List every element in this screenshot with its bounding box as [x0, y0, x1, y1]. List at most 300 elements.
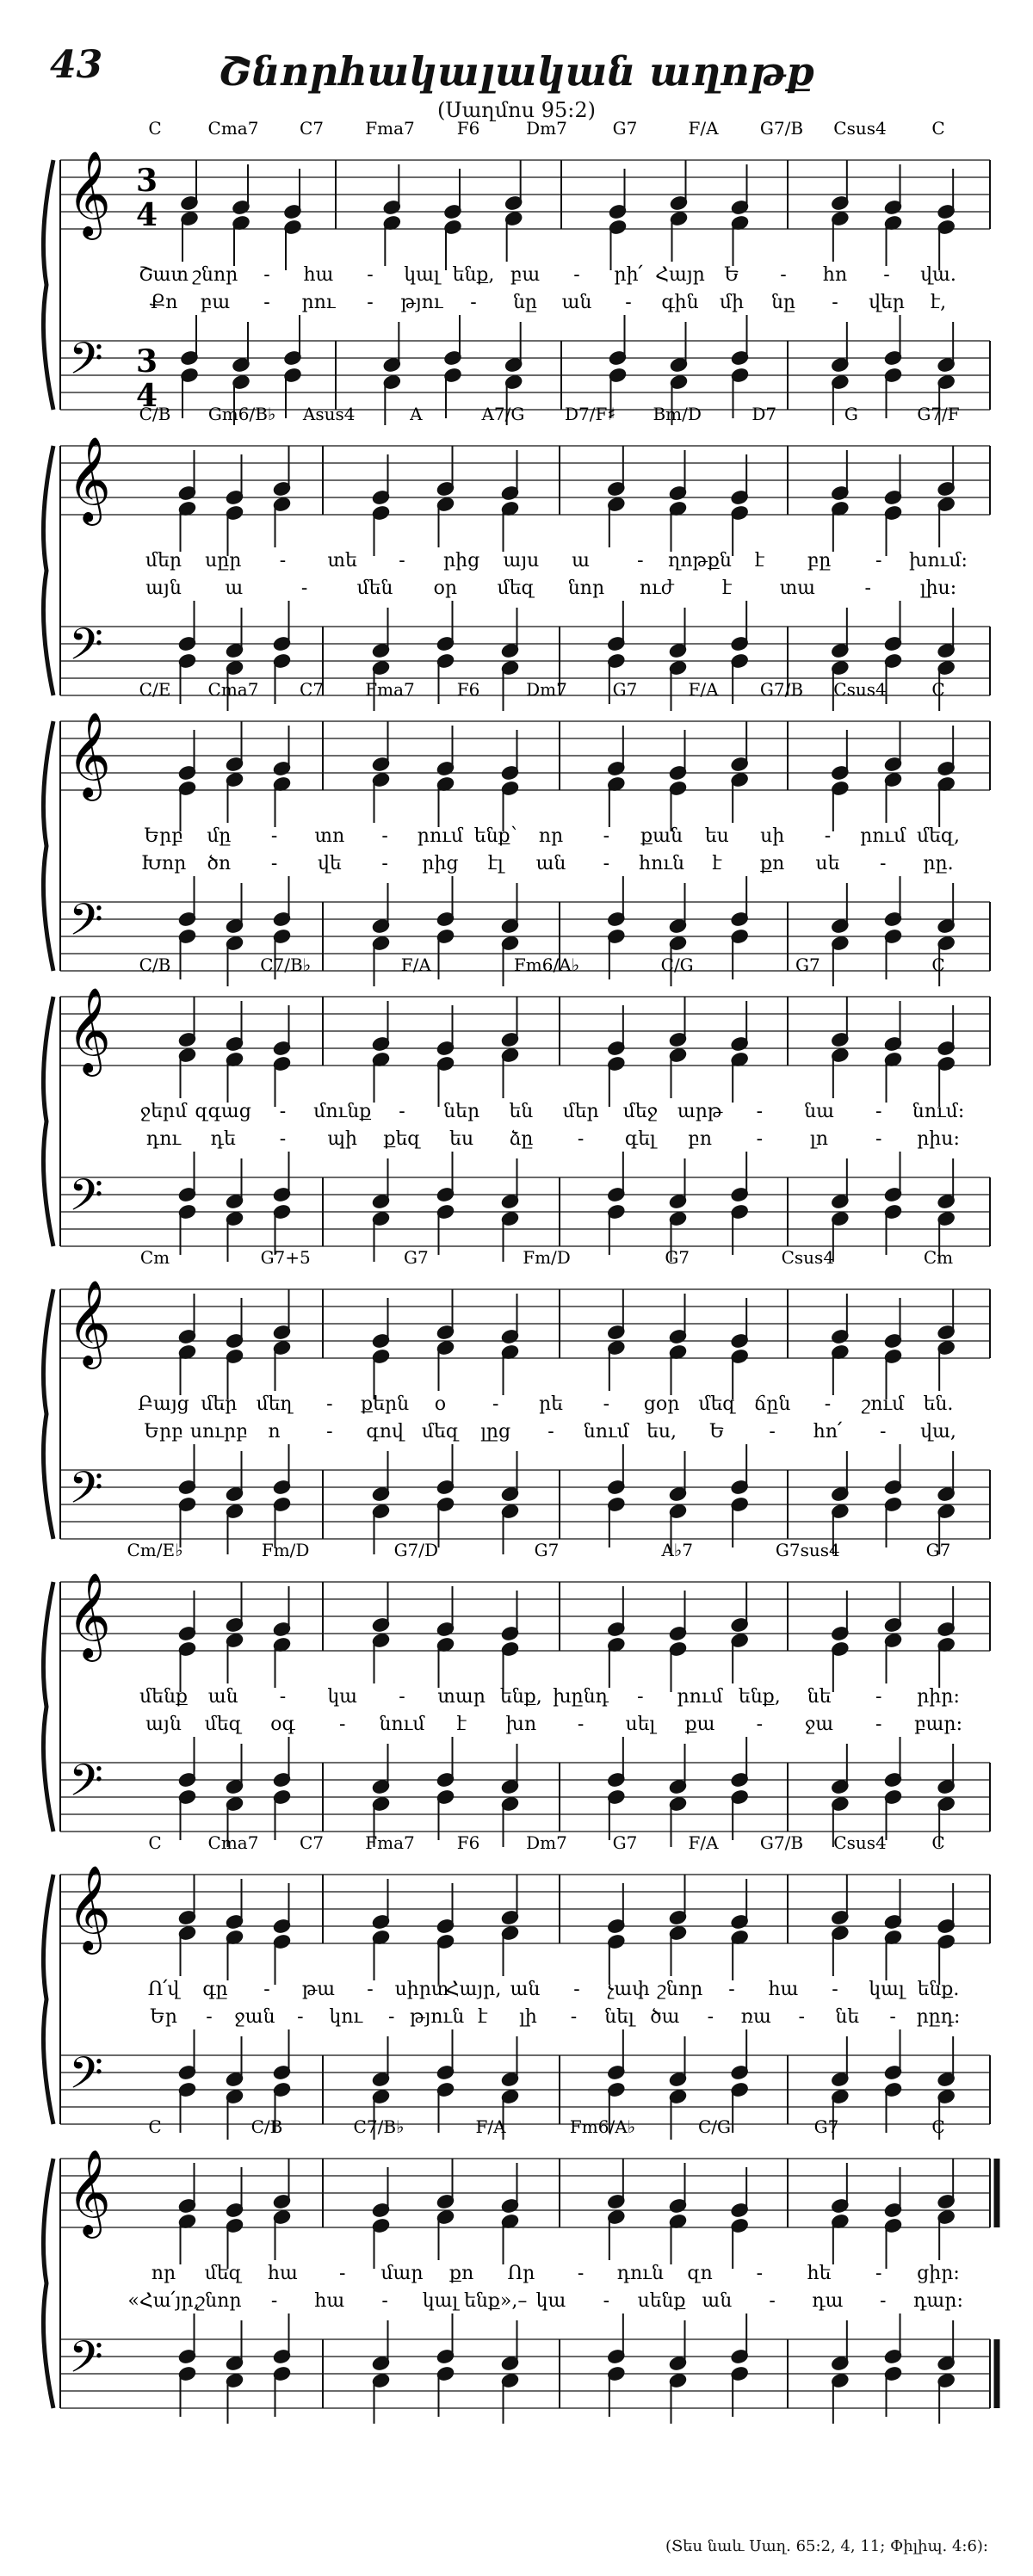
treble-clef: 𝄞: [67, 436, 111, 522]
lyric-verse-1: ենք,: [499, 1686, 542, 1708]
lyric-verse-2: դե: [210, 1128, 236, 1150]
lyric-verse-1: մեղ: [256, 1393, 293, 1415]
lyric-verse-2: -: [206, 2006, 213, 2028]
time-signature-bottom: 4: [136, 197, 158, 233]
lyric-verse-1: -: [780, 264, 787, 286]
lyric-verse-2: այն: [145, 1714, 182, 1735]
brace: [43, 1289, 53, 1539]
lyric-verse-2: -: [875, 1128, 882, 1150]
lyric-verse-1: մար: [380, 2263, 424, 2284]
lyric-verse-1: շում: [862, 1393, 905, 1415]
chord-symbol: G7: [403, 1247, 429, 1268]
chord-symbol: F/A: [475, 2116, 506, 2137]
lyric-verse-1: -: [728, 1979, 735, 2000]
lyric-verse-2: օգ: [270, 1714, 295, 1735]
chord-symbol: G7: [795, 954, 820, 975]
lyric-verse-1: գը: [202, 1979, 228, 2000]
lyric-verse-1: -: [603, 1393, 610, 1415]
lyric-verse-2: -: [832, 292, 838, 313]
chord-symbol: G7/F: [917, 404, 960, 424]
lyric-verse-2: ես: [449, 1128, 474, 1150]
lyric-verse-1: րում: [677, 1686, 723, 1708]
lyric-verse-2: նել: [604, 2006, 634, 2028]
lyric-verse-1: շնոր: [192, 264, 238, 286]
chord-symbol: Cma7: [207, 679, 259, 700]
lyric-verse-2: -: [367, 292, 374, 313]
footnote: (Տես նաև Սաղ. 65:2, 4, 11; Փիլիպ. 4:6):: [665, 2537, 988, 2555]
chord-symbol: Cm: [139, 1247, 170, 1268]
lyric-verse-1: նում:: [912, 1101, 965, 1122]
lyric-verse-1: տո: [314, 825, 345, 847]
lyric-verse-2: բար:: [913, 1714, 963, 1735]
lyric-verse-2: լո: [810, 1128, 829, 1150]
lyric-verse-1: քո: [449, 2263, 474, 2284]
lyric-verse-1: -: [875, 2263, 882, 2284]
lyric-verse-1: խընդ: [553, 1686, 609, 1708]
lyric-verse-2: րըդ:: [916, 2006, 961, 2028]
lyric-verse-2: ես,: [646, 1421, 677, 1442]
lyric-verse-2: վեր: [869, 292, 905, 313]
lyric-verse-2: վե: [318, 853, 342, 874]
chord-symbol: G7: [612, 118, 638, 139]
chord-symbol: Csus4: [833, 1832, 887, 1853]
lyric-verse-2: րը.: [923, 853, 954, 874]
time-signature-bottom: 4: [136, 378, 158, 414]
brace: [43, 2159, 53, 2408]
lyric-verse-2: րից: [422, 853, 459, 874]
lyric-verse-2: -: [707, 2006, 714, 2028]
lyric-verse-1: տե: [327, 550, 357, 571]
lyric-verse-2: տա: [779, 578, 816, 599]
chord-symbol: Gm6/B♭: [207, 404, 276, 424]
lyric-verse-2: նը: [771, 292, 795, 313]
chord-symbol: A: [410, 404, 423, 424]
lyric-verse-1: -: [492, 1393, 499, 1415]
lyric-verse-2: սենք: [637, 2290, 686, 2312]
lyric-verse-2: դար:: [913, 2290, 963, 2312]
lyric-verse-2: -: [864, 578, 871, 599]
lyric-verse-2: դու: [145, 1128, 182, 1150]
chord-symbol: C: [931, 679, 945, 700]
lyric-verse-2: լըց: [480, 1421, 511, 1442]
chord-symbol: C7/B♭: [260, 954, 312, 975]
brace: [43, 446, 53, 695]
chord-symbol: Dm7: [526, 679, 567, 700]
lyric-verse-1: մեզ,: [916, 825, 961, 847]
hymn-subtitle: (Սաղմոս 95:2): [437, 98, 596, 122]
lyric-verse-2: հուն: [639, 853, 685, 874]
lyric-verse-2: դա: [812, 2290, 844, 2312]
lyric-verse-2: է: [721, 578, 733, 599]
lyric-verse-1: Որ: [507, 2263, 535, 2284]
lyric-verse-2: է,: [930, 292, 947, 313]
treble-clef: 𝄞: [67, 1865, 111, 1951]
lyric-verse-1: դուն: [616, 2263, 664, 2284]
bass-clef: 𝄢: [69, 1754, 103, 1817]
chord-symbol: G7/D: [393, 1540, 439, 1560]
lyric-verse-1: են: [509, 1101, 534, 1122]
lyric-verse-1: -: [637, 1686, 644, 1708]
brace: [43, 1875, 53, 2124]
chord-symbol: C7: [299, 1832, 325, 1853]
lyric-verse-2: նոր: [567, 578, 605, 599]
lyric-verse-1: հե: [807, 2263, 832, 2284]
lyric-verse-1: հո: [822, 264, 848, 286]
lyric-verse-1: թա: [301, 1979, 336, 2000]
chord-symbol: C7: [299, 679, 325, 700]
lyric-verse-1: մեր: [562, 1101, 599, 1122]
lyric-verse-1: խում:: [909, 550, 968, 571]
treble-clef: 𝄞: [67, 2149, 111, 2235]
lyric-verse-2: է: [712, 853, 722, 874]
chord-symbol: Cma7: [207, 118, 259, 139]
lyric-verse-1: այս: [503, 550, 540, 571]
hymn-title: Շնորհակալական աղոթք: [218, 48, 815, 95]
lyric-verse-1: կալ: [869, 1979, 905, 2000]
lyric-verse-1: չափ: [607, 1979, 650, 2000]
chord-symbol: F/A: [688, 679, 719, 700]
lyric-verse-1: մունք: [313, 1101, 372, 1122]
chord-symbol: Fma7: [365, 679, 415, 700]
lyric-verse-2: Եր: [150, 2006, 177, 2028]
lyric-verse-1: շնոր: [657, 1979, 703, 2000]
lyric-verse-2: «Հա՛յր,: [127, 2290, 200, 2312]
lyric-verse-1: -: [279, 1686, 287, 1708]
lyric-verse-2: լի: [519, 2006, 537, 2028]
lyric-verse-2: սե: [815, 853, 840, 874]
lyric-verse-2: -: [270, 853, 278, 874]
lyric-verse-2: կա: [535, 2290, 566, 2312]
lyric-verse-1: մեզ: [698, 1393, 736, 1415]
lyric-verse-2: -: [769, 1421, 776, 1442]
chord-symbol: F/A: [688, 1832, 719, 1853]
lyric-verse-2: մեզ: [204, 1714, 242, 1735]
lyric-verse-1: ան: [510, 1979, 541, 2000]
lyric-verse-1: նե: [807, 1686, 832, 1708]
lyric-verse-2: -: [381, 853, 388, 874]
lyric-verse-2: -: [603, 853, 610, 874]
lyric-verse-1: հա: [303, 264, 334, 286]
chord-symbol: C: [931, 1832, 945, 1853]
lyric-verse-1: -: [756, 1101, 764, 1122]
lyric-verse-1: -: [883, 264, 890, 286]
chord-symbol: A7/G: [481, 404, 525, 424]
lyric-verse-2: ան: [535, 853, 566, 874]
lyric-verse-1: Ո՛վ: [147, 1979, 180, 2000]
lyric-verse-1: -: [573, 264, 580, 286]
lyric-verse-2: քո: [760, 853, 785, 874]
lyric-verse-1: ցիր:: [917, 2263, 960, 2284]
chord-symbol: G7: [813, 2116, 839, 2137]
brace: [43, 721, 53, 971]
chord-symbol: C/E: [139, 679, 171, 700]
lyric-verse-1: տար: [437, 1686, 486, 1708]
lyric-verse-1: րե: [539, 1393, 563, 1415]
lyric-verse-1: րում: [860, 825, 906, 847]
lyric-verse-1: -: [875, 1686, 882, 1708]
hymn-number: 43: [50, 43, 103, 87]
lyric-verse-1: նա: [804, 1101, 834, 1122]
lyric-verse-1: -: [279, 1101, 287, 1122]
lyric-verse-2: -: [756, 1714, 764, 1735]
lyric-verse-2: -: [326, 1421, 333, 1442]
lyric-verse-1: ես: [704, 825, 729, 847]
lyric-verse-2: այն: [145, 578, 182, 599]
lyric-verse-1: Երբ: [144, 825, 183, 847]
lyric-verse-2: է: [456, 1714, 467, 1735]
chord-symbol: C/G: [697, 2116, 732, 2137]
lyric-verse-1: մեր: [145, 550, 182, 571]
lyric-verse-1: -: [603, 825, 610, 847]
lyric-verse-2: մի: [719, 292, 745, 313]
lyric-verse-1: -: [367, 1979, 374, 2000]
lyric-verse-1: հա: [768, 1979, 799, 2000]
lyric-verse-1: ենք,: [738, 1686, 781, 1708]
lyric-verse-2: -: [798, 2006, 805, 2028]
lyric-verse-1: -: [875, 1101, 882, 1122]
lyric-verse-2: -: [625, 292, 632, 313]
lyric-verse-2: -: [879, 2290, 887, 2312]
lyric-verse-1: մեջ: [622, 1101, 659, 1122]
lyric-verse-2: -: [300, 578, 308, 599]
lyric-verse-1: -: [381, 825, 388, 847]
lyric-verse-1: ճըն: [753, 1393, 791, 1415]
chord-symbol: A♭7: [661, 1540, 693, 1560]
lyric-verse-2: նում: [583, 1421, 629, 1442]
bass-clef: 𝄢: [69, 1461, 103, 1524]
lyric-verse-2: -: [381, 2290, 388, 2312]
lyric-verse-1: զգաց: [195, 1101, 251, 1122]
chord-symbol: G7/B: [759, 118, 804, 139]
lyric-verse-2: րու: [301, 292, 336, 313]
chord-symbol: D7: [752, 404, 777, 424]
chord-symbol: G7/B: [759, 679, 804, 700]
lyric-verse-1: է: [754, 550, 764, 571]
lyric-verse-2: Ե: [708, 1421, 725, 1442]
lyric-verse-1: -: [263, 1979, 270, 2000]
lyric-verse-2: պի: [327, 1128, 358, 1150]
chord-symbol: G7: [612, 1832, 638, 1853]
chord-symbol: C/B: [139, 404, 171, 424]
lyric-verse-2: լիս:: [919, 578, 957, 599]
lyric-verse-1: -: [270, 825, 278, 847]
treble-clef: 𝄞: [67, 151, 111, 237]
lyric-verse-2: գին: [661, 292, 699, 313]
lyric-verse-2: քա: [684, 1714, 715, 1735]
lyric-verse-2: թյուն: [410, 2006, 465, 2028]
chord-symbol: C7/B♭: [353, 2116, 405, 2137]
lyric-verse-2: ո: [268, 1421, 281, 1442]
lyric-verse-1: որ: [538, 825, 564, 847]
lyric-verse-1: սի: [760, 825, 785, 847]
lyric-verse-1: -: [756, 2263, 764, 2284]
lyric-verse-2: ջա: [804, 1714, 834, 1735]
chord-symbol: Cm: [923, 1247, 954, 1268]
lyric-verse-2: մեզ: [497, 578, 535, 599]
lyric-verse-2: -: [338, 1714, 346, 1735]
chord-symbol: C: [931, 118, 945, 139]
chord-symbol: F6: [456, 118, 480, 139]
chord-symbol: G7: [665, 1247, 690, 1268]
lyric-verse-1: ենք,: [452, 264, 495, 286]
lyric-verse-1: ենք՝: [473, 825, 517, 847]
brace: [43, 160, 53, 410]
treble-clef: 𝄞: [67, 1280, 111, 1366]
lyric-verse-2: -: [547, 1421, 554, 1442]
lyric-verse-1: -: [338, 2263, 346, 2284]
lyric-verse-2: Քո: [149, 292, 178, 313]
chord-symbol: Dm7: [526, 1832, 567, 1853]
chord-symbol: Dm7: [526, 118, 567, 139]
lyric-verse-2: րիս:: [917, 1128, 960, 1150]
lyric-verse-2: -: [875, 1714, 882, 1735]
lyric-verse-1: սըր: [205, 550, 242, 571]
lyric-verse-2: ա: [225, 578, 244, 599]
lyric-verse-2: նե: [835, 2006, 860, 2028]
chord-symbol: G7sus4: [775, 1540, 840, 1560]
chord-symbol: C: [148, 2116, 162, 2137]
treble-clef: 𝄞: [67, 1572, 111, 1659]
lyric-verse-1: ա: [572, 550, 591, 571]
lyric-verse-1: -: [326, 1393, 333, 1415]
lyric-verse-2: գով: [366, 1421, 404, 1442]
lyric-verse-2: սել: [625, 1714, 656, 1735]
lyric-verse-1: կալ: [404, 264, 440, 286]
time-signature-top: 3: [136, 163, 158, 199]
lyric-verse-2: հո՛: [813, 1421, 843, 1442]
lyric-verse-1: -: [279, 550, 287, 571]
bass-clef: 𝄢: [69, 893, 103, 956]
lyric-verse-2: քեզ: [383, 1128, 421, 1150]
lyric-verse-1: սիրտ: [394, 1979, 449, 2000]
lyric-verse-2: սուրբ: [189, 1421, 248, 1442]
lyric-verse-1: րիր:: [917, 1686, 960, 1708]
chord-symbol: F/A: [688, 118, 719, 139]
lyric-verse-2: շնոր: [195, 2290, 242, 2312]
chord-symbol: C: [931, 954, 945, 975]
chord-symbol: G: [844, 404, 858, 424]
chord-symbol: Fm6/A♭: [569, 2116, 636, 2137]
lyric-verse-1: որ: [151, 2263, 176, 2284]
lyric-verse-1: ղոթքն: [668, 550, 732, 571]
chord-symbol: Fma7: [365, 118, 415, 139]
chord-symbol: Csus4: [781, 1247, 835, 1268]
lyric-verse-1: -: [399, 1686, 405, 1708]
chord-symbol: Fma7: [365, 1832, 415, 1853]
lyric-verse-2: էլ: [487, 853, 504, 874]
bass-clef: 𝄢: [69, 618, 103, 681]
lyric-verse-1: բը: [807, 550, 832, 571]
lyric-verse-2: բո: [688, 1128, 713, 1150]
lyric-verse-1: մը: [207, 825, 232, 847]
lyric-verse-1: ցօր: [643, 1393, 680, 1415]
chord-symbol: Fm/D: [523, 1247, 571, 1268]
lyric-verse-1: Հայր,: [445, 1979, 502, 2000]
lyric-verse-1: -: [824, 825, 832, 847]
lyric-verse-2: ան: [702, 2290, 733, 2312]
chord-symbol: C/B: [139, 954, 171, 975]
lyric-verse-1: ենք.: [917, 1979, 960, 2000]
lyric-verse-2: Խոր: [140, 853, 187, 874]
lyric-verse-1: հա: [268, 2263, 298, 2284]
lyric-verse-1: Ե: [724, 264, 739, 286]
lyric-verse-2: -: [263, 292, 270, 313]
lyric-verse-2: օր: [433, 578, 458, 599]
lyric-verse-1: օ: [434, 1393, 447, 1415]
lyric-verse-1: -: [573, 1979, 580, 2000]
lyric-verse-2: -: [577, 1128, 585, 1150]
chord-symbol: C: [148, 1832, 162, 1853]
lyric-verse-1: մեր: [201, 1393, 238, 1415]
lyric-verse-2: մեն: [356, 578, 393, 599]
lyric-verse-1: -: [577, 2263, 585, 2284]
lyric-verse-2: մեզ: [421, 1421, 459, 1442]
lyric-verse-1: -: [824, 1393, 832, 1415]
chord-symbol: Cma7: [207, 1832, 259, 1853]
lyric-verse-2: թյու: [400, 292, 443, 313]
lyric-verse-2: ծո: [207, 853, 232, 874]
lyric-verse-1: քերն: [361, 1393, 410, 1415]
chord-symbol: F6: [456, 679, 480, 700]
chord-symbol: C: [931, 2116, 945, 2137]
chord-symbol: F6: [456, 1832, 480, 1853]
chord-symbol: C/B: [251, 2116, 283, 2137]
lyric-verse-2: գել: [624, 1128, 656, 1150]
chord-symbol: C: [148, 118, 162, 139]
lyric-verse-2: -: [279, 1128, 287, 1150]
lyric-verse-2: -: [577, 1714, 585, 1735]
lyric-verse-1: Շատ: [139, 264, 189, 286]
chord-symbol: F/A: [400, 954, 431, 975]
lyric-verse-1: մեզ: [204, 2263, 242, 2284]
lyric-verse-1: րից: [443, 550, 480, 571]
chord-symbol: G7+5: [260, 1247, 311, 1268]
chord-symbol: G7/B: [759, 1832, 804, 1853]
treble-clef: 𝄞: [67, 987, 111, 1073]
lyric-verse-2: նը: [513, 292, 537, 313]
lyric-verse-1: ան: [207, 1686, 238, 1708]
lyric-verse-2: ռա: [740, 2006, 771, 2028]
lyric-verse-2: Երբ: [144, 1421, 183, 1442]
chord-symbol: Asus4: [302, 404, 356, 424]
lyric-verse-2: ջան: [234, 2006, 275, 2028]
lyric-verse-2: -: [297, 2006, 304, 2028]
chord-symbol: Csus4: [833, 118, 887, 139]
lyric-verse-1: ներ: [443, 1101, 480, 1122]
lyric-verse-2: -: [387, 2006, 395, 2028]
lyric-verse-1: արթ: [677, 1101, 723, 1122]
lyric-verse-1: -: [399, 1101, 405, 1122]
lyric-verse-2: -: [756, 1128, 764, 1150]
lyric-verse-1: ջերմ: [139, 1101, 188, 1122]
lyric-verse-2: կու: [329, 2006, 363, 2028]
chord-symbol: Fm6/A♭: [513, 954, 580, 975]
brace: [43, 997, 53, 1246]
lyric-verse-1: են.: [923, 1393, 954, 1415]
chord-symbol: G7: [612, 679, 638, 700]
lyric-verse-1: վա.: [920, 264, 956, 286]
lyric-verse-1: մենք: [139, 1686, 188, 1708]
lyric-verse-2: է: [477, 2006, 488, 2028]
lyric-verse-1: -: [399, 550, 405, 571]
lyric-verse-2: նում: [379, 1714, 425, 1735]
lyric-verse-1: -: [263, 264, 270, 286]
chord-symbol: Fm/D: [261, 1540, 310, 1560]
lyric-verse-2: -: [270, 2290, 278, 2312]
lyric-verse-1: -: [832, 1979, 838, 2000]
lyric-verse-2: կալ: [422, 2290, 459, 2312]
bass-clef: 𝄢: [69, 1169, 103, 1232]
